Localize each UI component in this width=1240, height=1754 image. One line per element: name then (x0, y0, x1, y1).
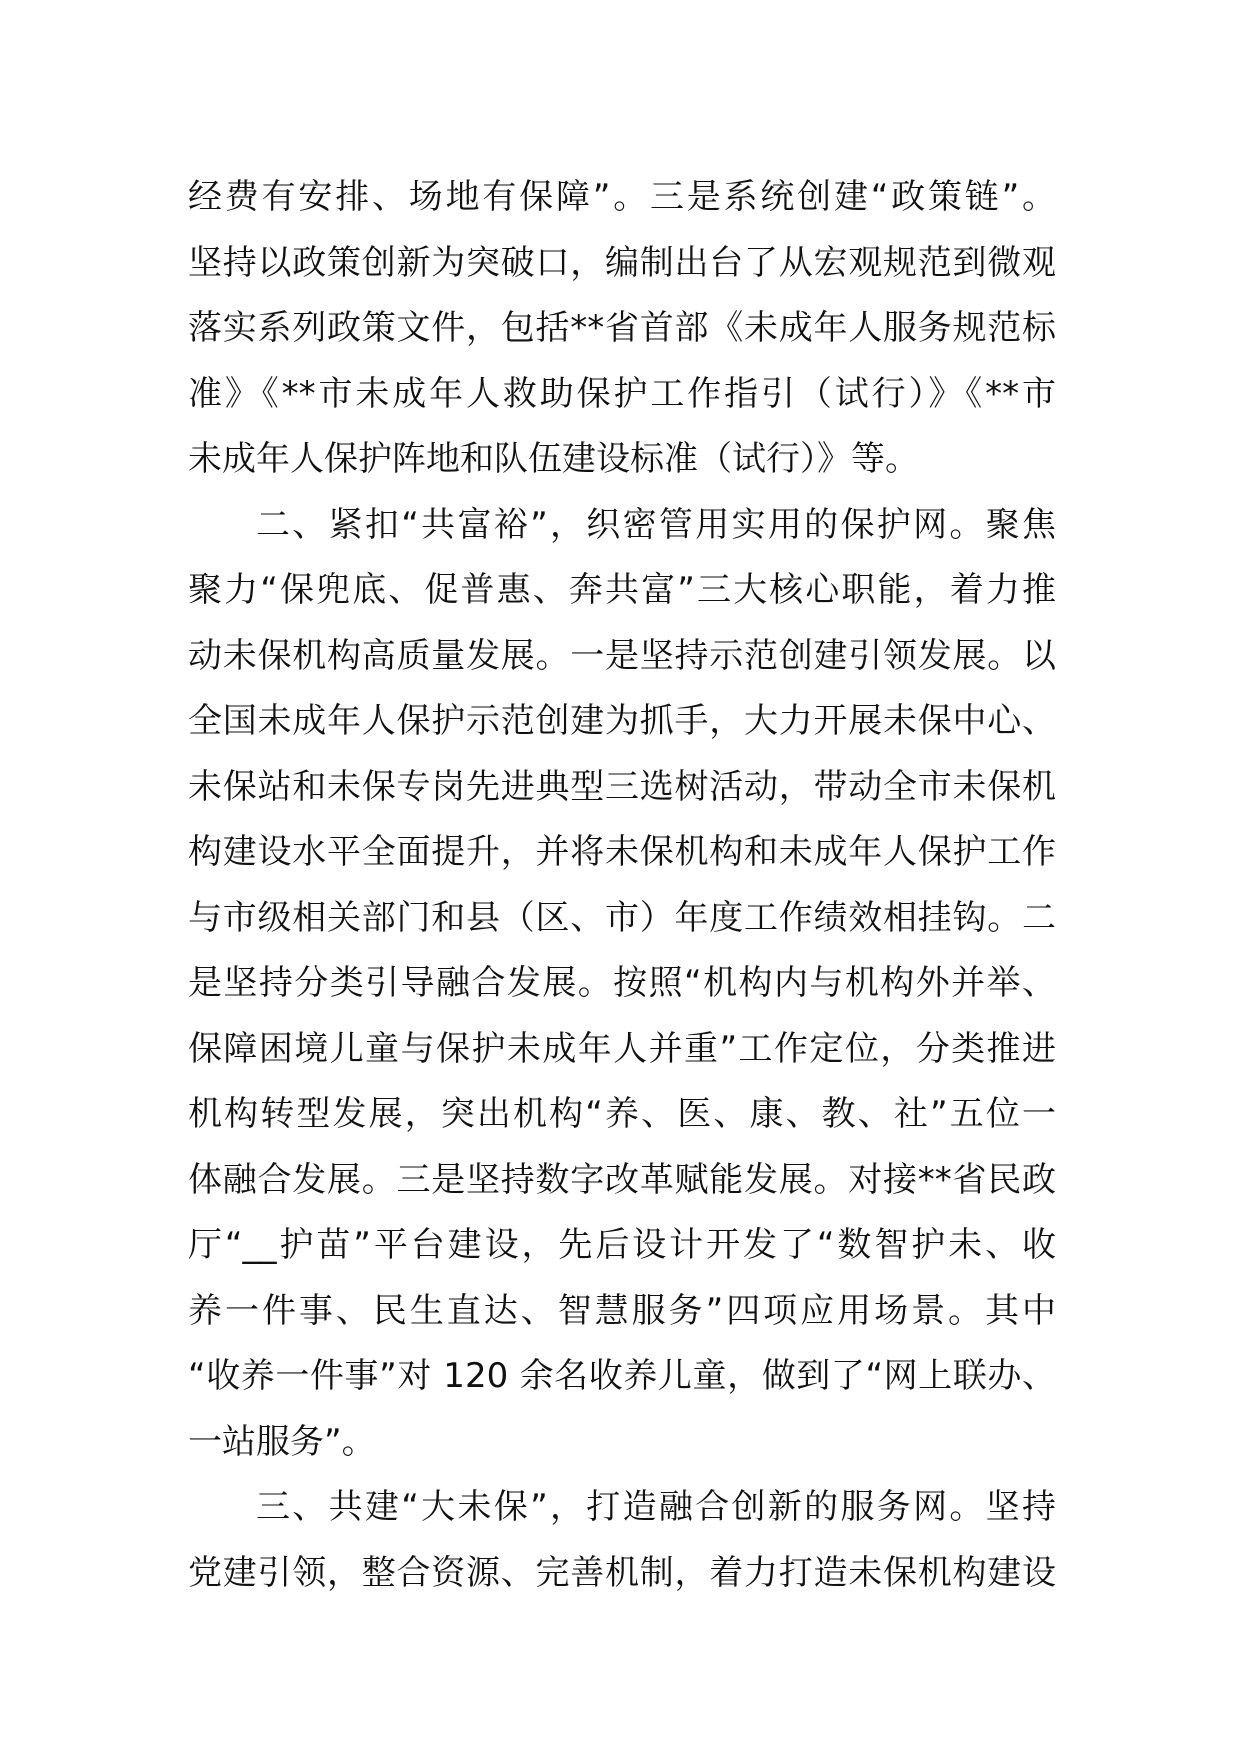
text-line: 全国未成年人保护示范创建为抓手，大力开展未保中心、 (188, 701, 1056, 741)
text-line: 党建引领，整合资源、完善机制，着力打造未保机构建设 (188, 1552, 1056, 1593)
text-line: 动未保机构高质量发展。一是坚持示范创建引领发展。以 (188, 635, 1056, 676)
text-line: 构建设水平全面提升，并将未保机构和未成年人保护工作 (188, 832, 1056, 872)
text-line: 养一件事、民生直达、智慧服务”四项应用场景。其中 (188, 1290, 1056, 1331)
text-line: 聚力“保兜底、促普惠、奔共富”三大核心职能，着力推 (188, 570, 1056, 610)
text-line: 与市级相关部门和县（区、市）年度工作绩效相挂钩。二 (188, 897, 1056, 938)
text-line: 机构转型发展，突出机构“养、医、康、教、社”五位一 (188, 1094, 1056, 1134)
text-line: 是坚持分类引导融合发展。按照“机构内与机构外并举、 (188, 963, 1056, 1003)
text-line: “收养一件事”对 120 余名收养儿童，做到了“网上联办、 (188, 1356, 1056, 1396)
text-line: 经费有安排、场地有保障”。三是系统创建“政策链”。 (188, 177, 1056, 217)
text-line: 体融合发展。三是坚持数字改革赋能发展。对接**省民政 (188, 1159, 1056, 1200)
text-line: 保障困境儿童与保护未成年人并重”工作定位，分类推进 (188, 1028, 1056, 1069)
text-line: 准》《**市未成年人救助保护工作指引（试行）》《**市 (188, 373, 1056, 414)
text-line: 落实系列政策文件，包括**省首部《未成年人服务规范标 (188, 308, 1056, 348)
text-line: 坚持以政策创新为突破口，编制出台了从宏观规范到微观 (188, 242, 1056, 283)
text-line: 一站服务”。 (188, 1421, 376, 1462)
text-line: 厅“__护苗”平台建设，先后设计开发了“数智护未、收 (188, 1225, 1056, 1265)
text-line: 未保站和未保专岗先进典型三选树活动，带动全市未保机 (188, 766, 1056, 807)
text-line: 未成年人保护阵地和队伍建设标准（试行）》等。 (188, 439, 919, 479)
text-line: 三、共建“大未保”，打造融合创新的服务网。坚持 (256, 1487, 1056, 1527)
document-body (188, 165, 1056, 1606)
text-line: 二、紧扣“共富裕”，织密管用实用的保护网。聚焦 (256, 504, 1056, 545)
